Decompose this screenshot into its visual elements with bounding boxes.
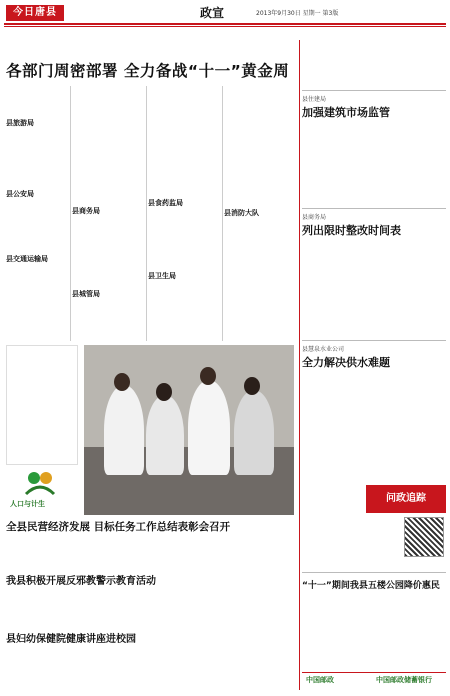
motto-caption: 人口与计生 [10,500,45,508]
subhead-8: 县消防大队 [224,209,259,217]
section-title: 政宣 [200,6,225,20]
main-column-1 [6,86,68,341]
body-text [6,129,68,187]
subhead-3: 县交通运输局 [6,255,48,263]
qr-code-icon [404,517,444,557]
right-top-text [302,40,446,88]
article-2-headline: 全县民营经济发展 目标任务工作总结表彰会召开 [6,521,231,533]
news-photo [84,345,294,515]
body-text [148,209,220,269]
body-text [72,217,144,287]
body-text [72,300,144,340]
main-column-4 [224,86,296,341]
article-2-body [6,534,296,570]
section-divider [299,40,300,690]
right-article-4 [302,577,446,672]
right-article-1 [302,94,446,213]
subhead-2: 县公安局 [6,190,34,198]
ad-left-label: 中国邮政 [306,676,334,684]
subhead-7: 县卫生局 [148,272,176,280]
motto-text [7,346,77,464]
subhead-5: 县城管局 [72,290,100,298]
paper-logo: 今日唐县 [6,5,64,21]
article-4-headline: 县妇幼保健院健康讲座进校园 [6,634,136,645]
body-text [6,200,68,252]
body-text [302,594,446,672]
body-text [302,40,446,86]
body-text [302,485,362,570]
body-text [148,86,220,196]
masthead-rule-thin [4,26,446,27]
ad-right-label: 中国邮政储蓄银行 [376,676,432,684]
divider [302,90,446,91]
masthead [0,0,450,38]
main-column-3 [148,86,220,341]
article-3-body [6,587,296,627]
lead-text-decorative [6,86,68,116]
body-text [148,282,220,332]
article-4-body [6,645,296,691]
family-planning-logo [20,468,60,496]
right-article-2 [302,212,446,341]
ask-box: 问政追踪 [366,485,446,513]
subhead-6: 县食药监局 [148,199,183,207]
column-divider [222,86,223,341]
divider [302,208,446,209]
column-divider [146,86,147,341]
body-text [224,86,296,206]
divider [302,572,446,573]
article-3-headline: 我县积极开展反邪教警示教育活动 [6,576,156,587]
main-column-2 [72,86,144,341]
body-text [302,123,446,213]
body-text [302,241,446,341]
issue-date: 2013年9月30日 星期一 第3版 [256,10,339,17]
body-text [224,219,296,319]
main-headline: 各部门周密部署 全力备战“十一”黄金周 [6,62,290,80]
kicker: 县住建局 [302,96,327,103]
body-text [72,86,144,204]
right-article-3 [302,344,446,465]
article-headline: 全力解决供水难题 [302,356,390,369]
subhead-4: 县商务局 [72,207,100,215]
article-headline: 加强建筑市场监管 [302,106,390,119]
masthead-rule [4,23,446,25]
article-headline: 列出限时整改时间表 [302,224,401,237]
kicker: 县慧泉水业公司 [302,346,345,353]
subhead-1: 县旅游局 [6,119,34,127]
body-text [302,373,446,465]
column-divider [70,86,71,341]
article-headline: “十一”期间我县五楼公园降价惠民 [302,581,440,591]
motto-box [6,345,78,465]
body-text [6,265,68,305]
kicker: 县商务局 [302,214,327,221]
divider [302,340,446,341]
